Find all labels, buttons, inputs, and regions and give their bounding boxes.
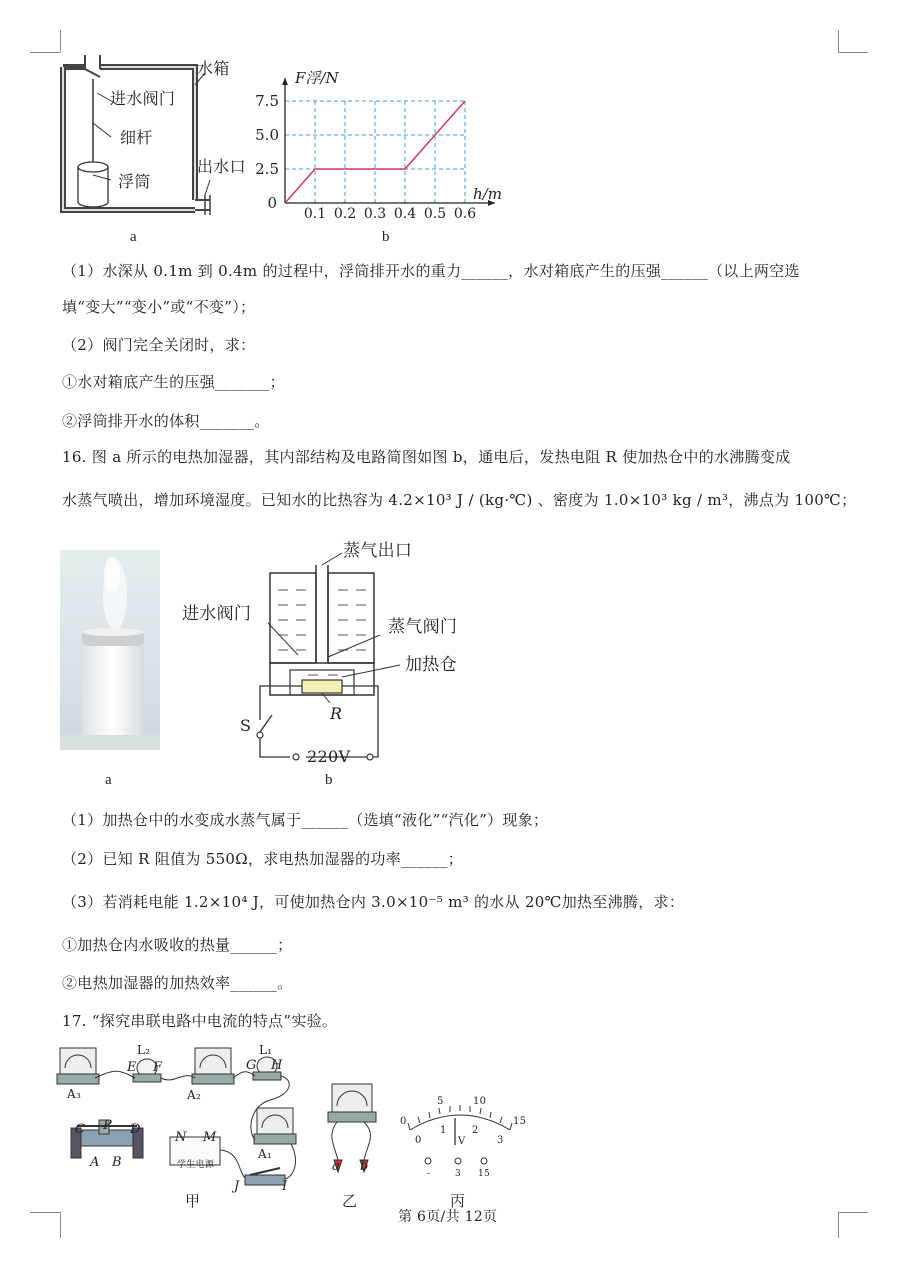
circuit-diagram <box>230 535 480 770</box>
scale-bottom-1: 1 <box>440 1125 447 1136</box>
scale-bottom-2: 2 <box>472 1125 479 1136</box>
ammeter-a3 <box>57 1048 99 1084</box>
switch-label: S <box>240 716 252 735</box>
label-a3: A₃ <box>67 1087 82 1101</box>
q16-part2: （2）已知 R 阻值为 550Ω，求电热加湿器的功率______； <box>62 850 464 868</box>
buoyancy-chart <box>255 68 512 228</box>
crop-mark <box>838 1212 839 1238</box>
y-tick-label: 5.0 <box>255 126 279 144</box>
fig15a-caption: a <box>130 229 137 245</box>
y-axis-arrow <box>282 78 288 85</box>
scale-top-10: 10 <box>473 1096 487 1107</box>
label-l1: L₁ <box>259 1043 273 1057</box>
y-tick-label: 7.5 <box>255 92 279 110</box>
probe-b-label: b <box>360 1159 369 1174</box>
x-tick-label: 0.6 <box>453 206 477 222</box>
label-i: I <box>282 1179 288 1194</box>
steam-outlet-label: 蒸气出口 <box>343 541 413 561</box>
crop-mark <box>838 52 868 53</box>
q16-part1: （1）加热仓中的水变成水蒸气属于______（选填“液化”“汽化”）现象； <box>62 811 549 829</box>
crop-mark <box>60 1212 61 1238</box>
page-footer: 第 6页/共 12页 <box>398 1209 498 1225</box>
scale-bottom-0: 0 <box>415 1135 422 1146</box>
q15-part2: （2）阀门完全关闭时，求： <box>62 336 256 354</box>
fig16a-caption: a <box>105 772 112 788</box>
resistor-label: R <box>330 704 343 723</box>
q15-part1-line2: 填“变大”“变小”或“不变”）； <box>62 298 256 316</box>
q17-line1: 17. “探究串联电路中电流的特点”实验。 <box>62 1012 338 1030</box>
x-tick-label: 0.1 <box>303 206 327 222</box>
label-a1: A₁ <box>258 1147 273 1161</box>
crop-mark <box>60 30 61 52</box>
y-axis-label: F浮/N <box>295 69 339 87</box>
x-tick-label: 0.2 <box>333 206 357 222</box>
voltmeter-probes <box>322 1080 382 1180</box>
y-tick-label: 2.5 <box>255 160 279 178</box>
label-f: F <box>153 1060 163 1075</box>
steam-valve-label: 蒸气阀门 <box>388 617 458 637</box>
label-j: J <box>234 1179 240 1194</box>
origin-label: 0 <box>267 194 277 212</box>
probe-a-label: a <box>332 1159 341 1174</box>
label-n: N <box>175 1130 187 1145</box>
crop-mark <box>838 30 839 52</box>
fig17-yi-caption: 乙 <box>342 1194 358 1210</box>
tank-diagram <box>55 55 265 245</box>
fig15b-caption: b <box>382 229 390 245</box>
scale-top-0: 0 <box>400 1116 407 1127</box>
voltage-label: 220V <box>307 747 351 766</box>
scale-top-15: 15 <box>513 1116 527 1127</box>
label-m: M <box>203 1130 217 1145</box>
crop-mark <box>30 1212 60 1213</box>
terminal-15: 15 <box>478 1169 491 1179</box>
outlet-label: 出水口 <box>197 157 246 176</box>
q15-part1-line1: （1）水深从 0.1m 到 0.4m 的过程中，浮筒排开水的重力______，水对箱底产生的压强______（以上两空选 <box>62 262 800 280</box>
rod-label: 细杆 <box>120 128 153 147</box>
q16-line1: 16. 图 a 所示的电热加湿器，其内部结构及电路简图如图 b，通电后，发热电阻 R 使加热仓中的水沸腾变成 <box>62 448 791 466</box>
valve-label: 进水阀门 <box>110 89 176 108</box>
q15-part2-1: ①水对箱底产生的压强_______； <box>62 373 285 391</box>
fig17-jia-caption: 甲 <box>185 1194 201 1210</box>
x-tick-label: 0.4 <box>393 206 417 222</box>
label-d: D <box>130 1122 141 1137</box>
humidifier-photo <box>60 550 160 750</box>
label-a: A <box>90 1155 100 1170</box>
x-tick-label: 0.3 <box>363 206 387 222</box>
float-label: 浮筒 <box>118 172 151 191</box>
fig16b-caption: b <box>325 772 333 788</box>
q15-part2-2: ②浮筒排开水的体积_______。 <box>62 412 270 430</box>
label-l2: L₂ <box>137 1043 151 1057</box>
label-e: E <box>127 1060 137 1075</box>
x-tick-label: 0.5 <box>423 206 447 222</box>
q16-part3-1: ①加热仓内水吸收的热量______； <box>62 936 293 954</box>
fig17-bing-caption: 丙 <box>450 1194 466 1210</box>
terminal-3: 3 <box>455 1169 462 1179</box>
tank-label: 水箱 <box>197 59 230 78</box>
heating-chamber-label: 加热仓 <box>405 655 457 675</box>
q16-line2: 水蒸气喷出，增加环境湿度。已知水的比热容为 4.2×10³ J / (kg·℃) 、密度为 1.0×10³ kg / m³，沸点为 100℃； <box>62 491 857 509</box>
scale-unit: V <box>458 1136 466 1147</box>
inlet-valve-label: 进水阀门 <box>182 604 252 624</box>
terminal-minus: - <box>427 1169 431 1179</box>
label-h: H <box>271 1058 283 1073</box>
crop-mark <box>30 52 60 53</box>
scale-top-5: 5 <box>437 1096 444 1107</box>
label-g: G <box>246 1058 257 1073</box>
scale-bottom-3: 3 <box>497 1135 504 1146</box>
crop-mark <box>838 1212 868 1213</box>
label-c: C <box>75 1122 86 1137</box>
x-axis-label: h/m <box>473 185 502 203</box>
label-p: P <box>103 1118 113 1133</box>
label-b: B <box>112 1155 122 1170</box>
q16-part3-2: ②电热加湿器的加热效率______。 <box>62 974 293 992</box>
label-a2: A₂ <box>187 1088 202 1102</box>
q16-part3: （3）若消耗电能 1.2×10⁴ J，可使加热仓内 3.0×10⁻⁵ m³ 的水从 20℃加热至沸腾，求： <box>62 893 685 911</box>
power-supply-label: 学生电源 <box>177 1160 215 1170</box>
